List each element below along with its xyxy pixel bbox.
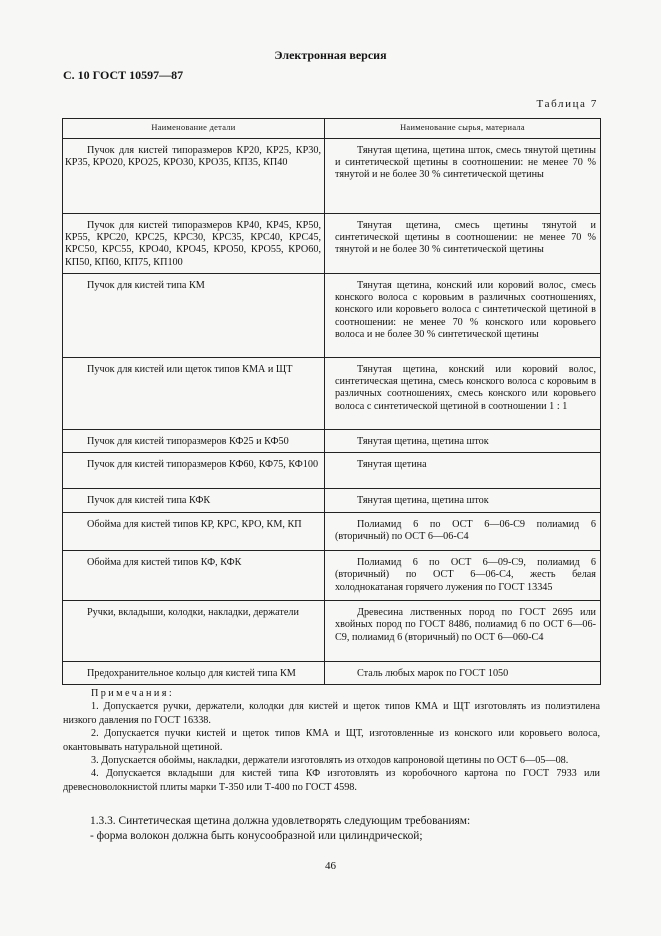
table-row xyxy=(63,358,601,430)
part-name: Пучок для кистей типа КФК xyxy=(87,495,211,507)
table-row xyxy=(63,274,601,358)
note-item: 1. Допускается ручки, держатели, колодки для кистей и щеток типов КМА и ЩТ изготовлять из полиэтилена низкого давления по ГОСТ 16338. xyxy=(63,701,600,726)
material-name: Полиамид 6 по ОСТ 6—06-С9 полиамид 6 (вторичный) по ОСТ 6—06-С4 xyxy=(335,519,596,543)
table-header-row xyxy=(63,119,601,139)
standard-page-header: С. 10 ГОСТ 10597—87 xyxy=(63,68,184,82)
electronic-version-title: Электронная версия xyxy=(274,48,387,62)
part-name: Пучок для кистей типоразмеров КФ25 и КФ50 xyxy=(87,436,289,447)
part-name: Пучок для кистей типоразмеров КР20, КР25, КР30, КР35, КРО20, КРО25, КРО30, КРО35, КП35, КП40 xyxy=(65,145,321,169)
table-row xyxy=(63,430,601,453)
clause-requirement: - форма волокон должна быть конусообразной или цилиндрической; xyxy=(90,829,423,842)
table-label: Таблица 7 xyxy=(536,98,598,110)
note-item: 2. Допускается пучки кистей и щеток типов КМА и ЩТ, изготовленные из конского или коровьего волоса, окантовывать натуральной щетиной. xyxy=(63,728,600,753)
part-name: Предохранительное кольцо для кистей типа КМ xyxy=(87,668,296,680)
table-row xyxy=(63,513,601,551)
material-name: Древесина лиственных пород по ГОСТ 2695 или хвойных пород по ГОСТ 8486, полиамид 6 по ОСТ 6—06-С9, полиамид 6 (вторичный) по ОСТ 6—060-С4 xyxy=(335,607,596,643)
page-number: 46 xyxy=(325,860,336,872)
material-name: Тянутая щетина, щетина шток xyxy=(357,436,489,447)
table-row xyxy=(63,453,601,489)
part-name: Ручки, вкладыши, колодки, накладки, держатели xyxy=(87,607,299,619)
material-name: Тянутая щетина, щетина шток, смесь тянутой щетины и синтетической щетины в соотношении: не менее 70 % тянутой и не более 30 % синтетической щетины xyxy=(335,145,596,181)
clause-title: 1.3.3. Синтетическая щетина должна удовлетворять следующим требованиям: xyxy=(90,815,471,827)
part-name: Пучок для кистей или щеток типов КМА и ЩТ xyxy=(87,364,293,375)
material-name: Тянутая щетина, щетина шток xyxy=(357,495,489,507)
part-name: Пучок для кистей типоразмеров КФ60, КФ75, КФ100 xyxy=(87,459,319,471)
part-name: Обойма для кистей типов КФ, КФК xyxy=(87,557,242,569)
table-row xyxy=(63,214,601,274)
material-name: Тянутая щетина, конский или коровий волос, синтетическая щетина, смесь конского волоса с коровьим в различных соотношениях, смесь конского или коровьего волоса с синтетической щетиной в соотношении 1 : 1 xyxy=(335,364,596,412)
clause-block xyxy=(90,814,605,843)
column-header-part: Наименование детали xyxy=(63,119,325,139)
material-name: Тянутая щетина, смесь щетины тянутой и синтетической щетины в соотношении: не менее 70 % тянутой и не более 30 % синтетической щетины xyxy=(335,220,596,256)
material-name: Полиамид 6 по ОСТ 6—09-С9, полиамид 6 (вторичный) по ОСТ 6—06-С4, жесть белая холоднокатаная горячего лужения по ГОСТ 13345 xyxy=(335,557,596,593)
table-row xyxy=(63,139,601,214)
part-name: Пучок для кистей типа КМ xyxy=(87,280,205,291)
notes-heading: Примечания: xyxy=(91,688,175,699)
notes-block xyxy=(63,687,600,794)
part-name: Пучок для кистей типоразмеров КР40, КР45, КР50, КР55, КРС20, КРС25, КРС30, КРС35, КРС40, КРС45, КРС50, КРС55, КРО40, КРО45, КРО50, КРО55, КРО60, КП50, КП60, КП75, КП100 xyxy=(65,220,321,268)
column-header-material: Наименование сырья, материала xyxy=(325,119,601,139)
table-row xyxy=(63,662,601,685)
material-name: Тянутая щетина, конский или коровий волос, смесь конского волоса с коровьим в различных соотношениях, конского или коровьего волоса с синтетической щетиной в соотношении: не менее 70 % конского или коровьего волоса и не более 30 % синтетической щетины xyxy=(335,280,596,340)
part-name: Обойма для кистей типов КР, КРС, КРО, КМ, КП xyxy=(87,519,302,531)
table-row xyxy=(63,489,601,513)
note-item: 3. Допускается обоймы, накладки, держатели изготовлять из отходов капроновой щетины по ОСТ 6—05—08. xyxy=(91,755,569,767)
material-name: Тянутая щетина xyxy=(357,459,427,471)
note-item: 4. Допускается вкладыши для кистей типа КФ изготовлять из коробочного картона по ГОСТ 7933 или древесноволокнистой плиты марки Т-350 или Т-400 по ГОСТ 4598. xyxy=(63,768,600,793)
table-row xyxy=(63,551,601,601)
table-row xyxy=(63,601,601,662)
materials-table xyxy=(62,118,601,685)
material-name: Сталь любых марок по ГОСТ 1050 xyxy=(357,668,509,680)
